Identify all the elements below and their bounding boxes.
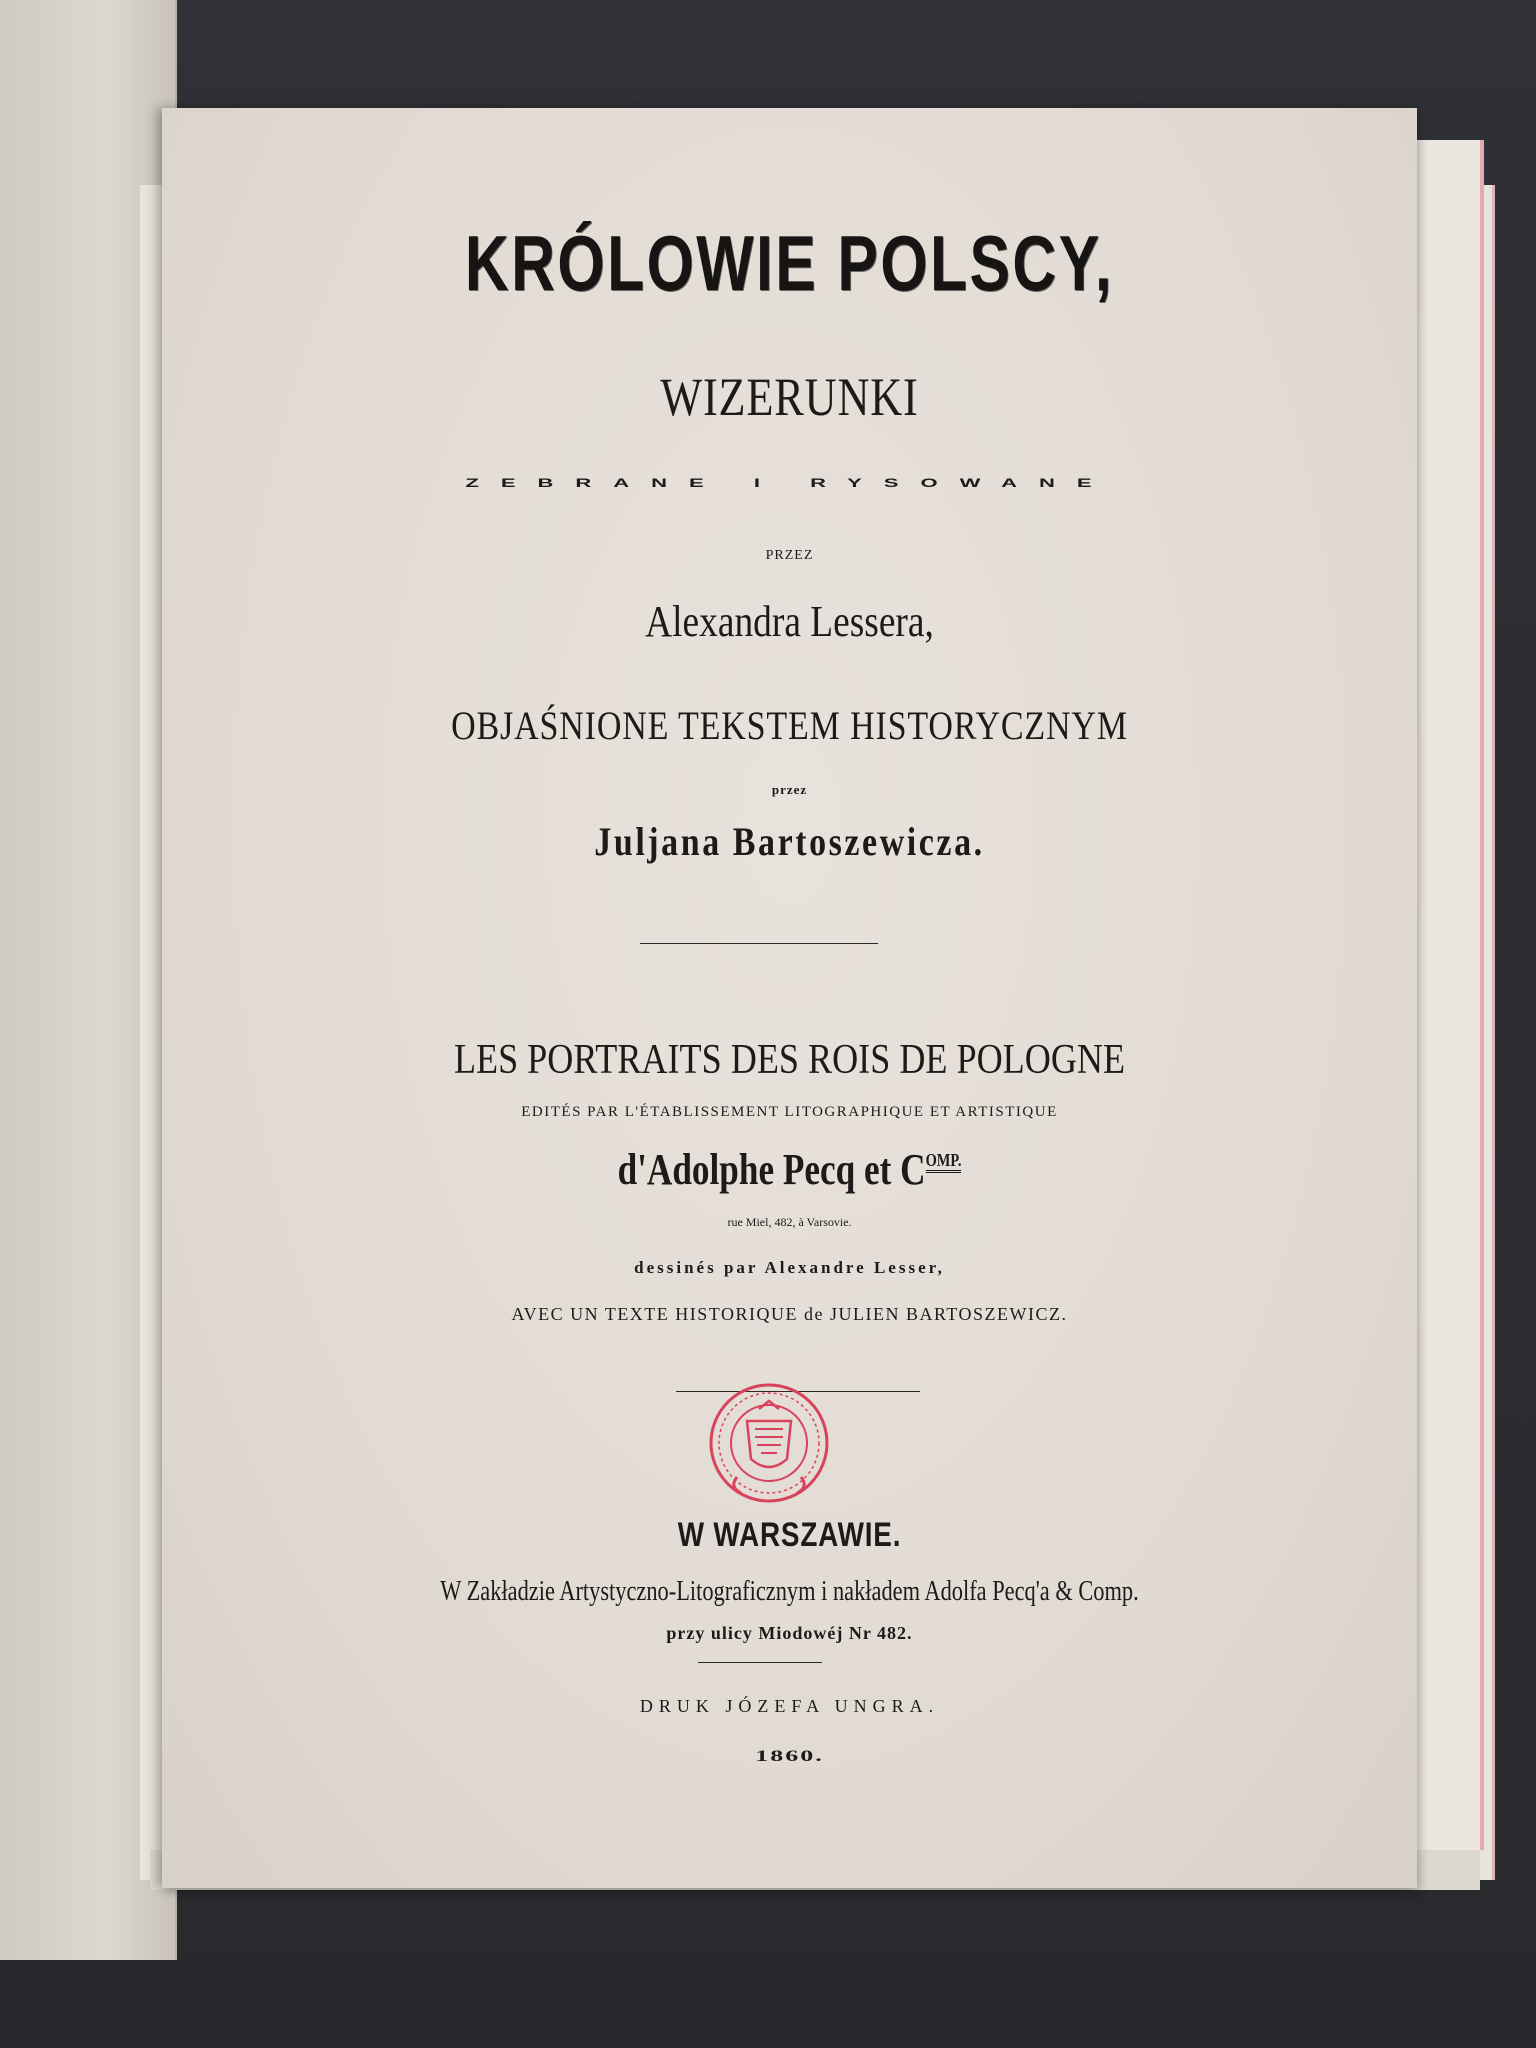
subtitle-zebrane: ZEBRANE I RYSOWANE [465,475,1114,490]
printer-line: DRUK JÓZEFA UNGRA. [639,1696,940,1716]
subtitle-wizerunki: WIZERUNKI [660,367,919,427]
subtitle-objasnione: OBJAŚNIONE TEKSTEM HISTORYCZNYM [451,703,1128,748]
divider-rule [640,943,878,944]
divider-rule [698,1662,822,1663]
publication-city: W WARSZAWIE. [677,1516,902,1554]
publisher-superscript: OMP. [926,1150,962,1173]
text-by: AVEC UN TEXTE HISTORIQUE de JULIEN BARTOSZEWICZ. [511,1304,1068,1324]
page-edges [1410,140,1484,1850]
publisher-address: rue Miel, 482, à Varsovie. [727,1215,852,1229]
press-line: W Zakładzie Artystyczno-Litograficznym i nakładem Adolfa Pecq'a & Comp. [440,1576,1139,1607]
main-title: KRÓLOWIE POLSCY, [464,219,1115,307]
editor-line: EDITÉS PAR L'ÉTABLISSEMENT LITOGRAPHIQUE ET ARTISTIQUE [521,1104,1058,1120]
publication-year: 1860. [755,1747,824,1765]
author-name: Alexandra Lessera, [645,597,934,646]
library-stamp-icon [707,1381,831,1505]
french-title: LES PORTRAITS DES ROIS DE POLOGNE [453,1037,1126,1083]
publisher-name [288,1144,1292,1195]
title-page [162,108,1417,1888]
drawn-by: dessinés par Alexandre Lesser, [634,1258,945,1277]
przez-label-2: przez [771,782,808,797]
street-line: przy ulicy Miodowéj Nr 482. [666,1623,913,1643]
commentator-name: Juljana Bartoszewicza. [594,819,985,864]
przez-label: PRZEZ [765,548,814,563]
publisher-text: d'Adolphe Pecq et C [617,1145,926,1194]
